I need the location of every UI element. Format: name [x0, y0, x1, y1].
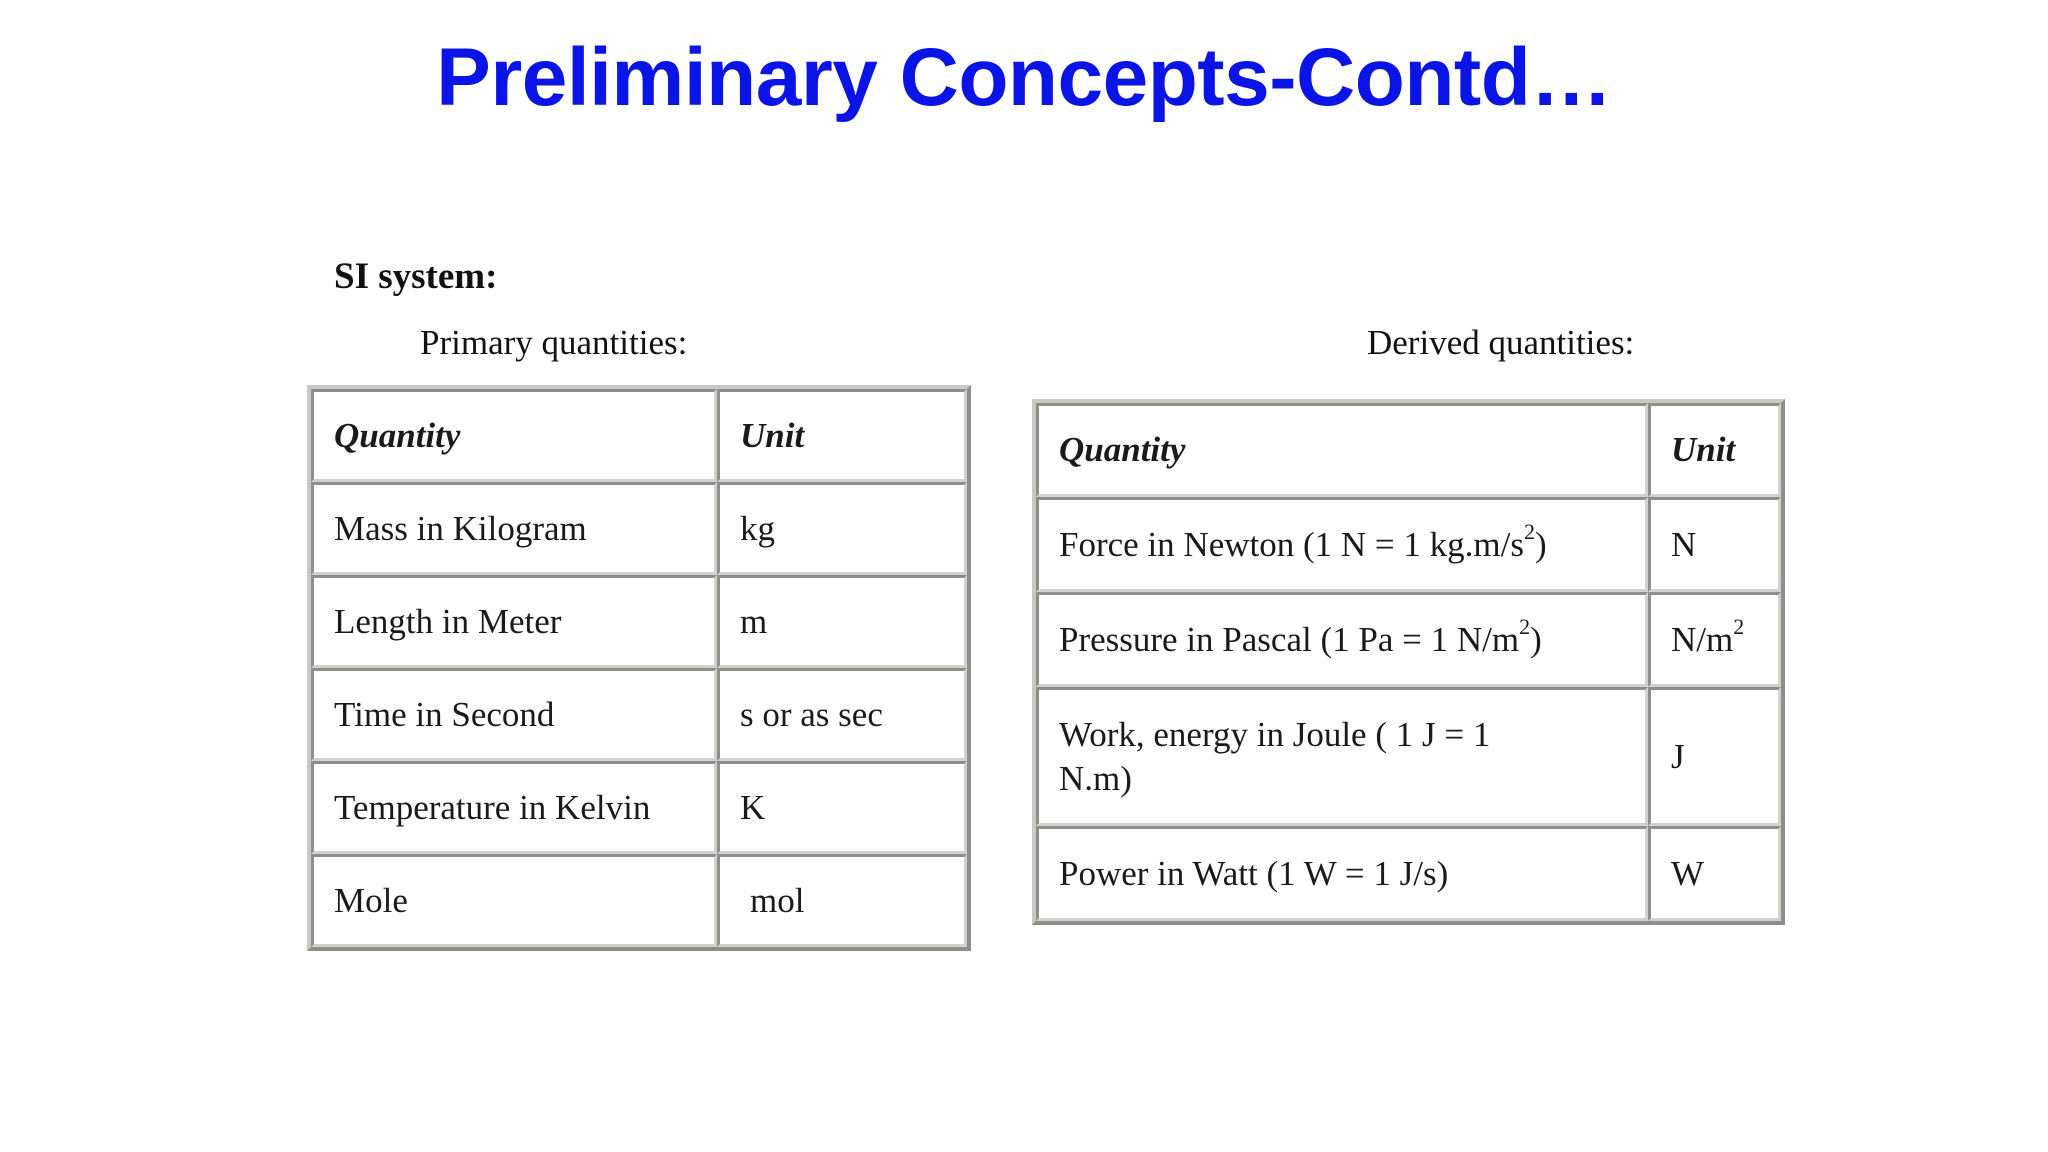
- primary-quantities-table: [307, 385, 971, 951]
- si-system-heading: SI system:: [334, 256, 498, 297]
- unit-cell: [1648, 592, 1781, 687]
- derived-quantities-table: [1032, 399, 1785, 925]
- unit-text: J: [1671, 736, 1685, 776]
- quantity-cell: Length in Meter: [311, 575, 717, 668]
- quantity-cell: Time in Second: [311, 668, 717, 761]
- quantity-text: Power in Watt (1 W = 1 J/s): [1059, 853, 1449, 893]
- table-row: [311, 854, 967, 947]
- table-row: [311, 668, 967, 761]
- unit-cell: [1648, 826, 1781, 921]
- table-row: [311, 761, 967, 854]
- unit-text: W: [1671, 853, 1705, 893]
- unit-cell: kg: [717, 482, 967, 575]
- quantity-cell: Mole: [311, 854, 717, 947]
- header-quantity: Quantity: [311, 389, 717, 482]
- slide-title: Preliminary Concepts-Contd…: [436, 32, 1612, 123]
- quantity-text: Work, energy in Joule ( 1 J = 1 N.m): [1059, 714, 1491, 798]
- unit-cell: K: [717, 761, 967, 854]
- unit-cell: [1648, 687, 1781, 826]
- table-row: [1036, 497, 1781, 592]
- derived-quantities-caption: Derived quantities:: [1367, 323, 1635, 362]
- table-row: [1036, 826, 1781, 921]
- quantity-text: Pressure in Pascal (1 Pa = 1 N/m: [1059, 619, 1520, 659]
- unit-text: N: [1671, 524, 1697, 564]
- table-row: [311, 482, 967, 575]
- superscript: 2: [1519, 613, 1531, 639]
- unit-cell: s or as sec: [717, 668, 967, 761]
- superscript: 2: [1523, 518, 1535, 544]
- unit-cell: mol: [717, 854, 967, 947]
- unit-cell: m: [717, 575, 967, 668]
- header-unit: Unit: [717, 389, 967, 482]
- quantity-cell: Temperature in Kelvin: [311, 761, 717, 854]
- table-row: [1036, 687, 1781, 826]
- quantity-cell: [1036, 687, 1648, 826]
- unit-text: N/m: [1671, 619, 1734, 659]
- quantity-cell: [1036, 826, 1648, 921]
- quantity-text-tail: ): [1530, 619, 1542, 659]
- quantity-cell: [1036, 592, 1648, 687]
- unit-cell: [1648, 497, 1781, 592]
- table-header-row: [1036, 403, 1781, 497]
- primary-quantities-caption: Primary quantities:: [420, 323, 688, 362]
- header-unit: Unit: [1648, 403, 1781, 497]
- header-quantity: Quantity: [1036, 403, 1648, 497]
- superscript: 2: [1733, 613, 1745, 639]
- quantity-text: Force in Newton (1 N = 1 kg.m/s: [1059, 524, 1524, 564]
- quantity-cell: [1036, 497, 1648, 592]
- table-header-row: [311, 389, 967, 482]
- table-row: [1036, 592, 1781, 687]
- quantity-text-tail: ): [1534, 524, 1547, 564]
- quantity-cell: Mass in Kilogram: [311, 482, 717, 575]
- table-row: [311, 575, 967, 668]
